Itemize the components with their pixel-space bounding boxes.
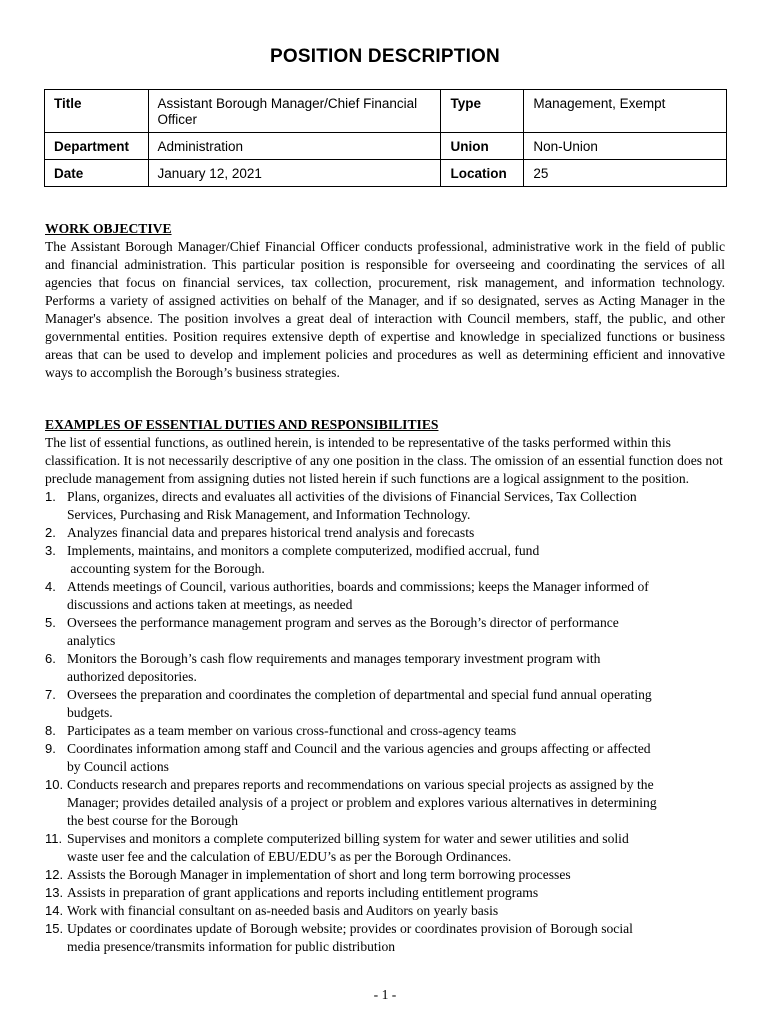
list-item-number: 3. <box>45 543 56 558</box>
duties-heading: EXAMPLES OF ESSENTIAL DUTIES AND RESPONSIBILITIES <box>45 417 439 432</box>
department-label: Department <box>45 133 149 160</box>
list-item <box>45 524 725 542</box>
list-item-line: Implements, maintains, and monitors a complete computerized, modified accrual, fund <box>67 543 540 558</box>
list-item-number: 9. <box>45 741 56 756</box>
list-item <box>45 722 725 740</box>
list-item <box>45 686 725 722</box>
list-item-line: Attends meetings of Council, various authorities, boards and commissions; keeps the Manager informed of <box>67 579 649 594</box>
list-item-line: Assists the Borough Manager in implementation of short and long term borrowing processes <box>67 867 571 882</box>
list-item-number: 12. <box>45 867 64 882</box>
work-objective-heading: WORK OBJECTIVE <box>45 221 172 236</box>
location-label: Location <box>441 160 524 187</box>
union-value: Non-Union <box>524 133 727 160</box>
list-item-number: 10. <box>45 777 64 792</box>
duties-intro: The list of essential functions, as outlined herein, is intended to be representative of the tasks performed within this classification. It is not necessarily descriptive of any one position in the class. The omission of an essential function does not preclude management from assigning duties not listed herein if such functions are a logical assignment to the position. <box>45 435 723 486</box>
list-item-number: 15. <box>45 921 64 936</box>
list-item-line: Manager; provides detailed analysis of a project or problem and explores various alternatives in determining <box>67 795 657 810</box>
list-item <box>45 578 725 614</box>
list-item <box>45 650 725 686</box>
list-item <box>45 884 725 902</box>
location-value: 25 <box>524 160 727 187</box>
title-value: Assistant Borough Manager/Chief Financial Officer <box>148 90 441 133</box>
list-item <box>45 488 725 524</box>
list-item <box>45 866 725 884</box>
document-title: POSITION DESCRIPTION <box>270 46 500 67</box>
duties-list <box>45 488 725 956</box>
duties-section <box>45 416 725 956</box>
list-item <box>45 920 725 956</box>
list-item-line: budgets. <box>67 705 113 720</box>
page-number: - 1 - <box>373 987 397 1002</box>
list-item-line: Services, Purchasing and Risk Management, and Information Technology. <box>67 507 471 522</box>
list-item <box>45 830 725 866</box>
list-item-line: Oversees the preparation and coordinates the completion of departmental and special fund annual operating <box>67 687 652 702</box>
union-label: Union <box>441 133 524 160</box>
list-item-number: 2. <box>45 525 56 540</box>
title-label: Title <box>45 90 149 133</box>
list-item-line: Conducts research and prepares reports and recommendations on various special projects as assigned by the <box>67 777 654 792</box>
list-item-number: 14. <box>45 903 64 918</box>
list-item-line: media presence/transmits information for public distribution <box>67 939 396 954</box>
date-label: Date <box>45 160 149 187</box>
list-item-line: Work with financial consultant on as-needed basis and Auditors on yearly basis <box>67 903 499 918</box>
list-item <box>45 740 725 776</box>
list-item <box>45 776 725 830</box>
list-item-line: Monitors the Borough’s cash flow requirements and manages temporary investment program with <box>67 651 601 666</box>
list-item-number: 4. <box>45 579 56 594</box>
list-item <box>45 614 725 650</box>
work-objective-section <box>45 220 725 382</box>
list-item-line: the best course for the Borough <box>67 813 239 828</box>
list-item-line: Analyzes financial data and prepares historical trend analysis and forecasts <box>67 525 475 540</box>
list-item-line: Assists in preparation of grant applications and reports including entitlement programs <box>67 885 539 900</box>
list-item-number: 13. <box>45 885 64 900</box>
table-row <box>45 133 727 160</box>
list-item-line: Participates as a team member on various cross-functional and cross-agency teams <box>67 723 517 738</box>
position-info-table <box>44 89 727 187</box>
list-item-number: 11. <box>45 831 63 846</box>
list-item-line: by Council actions <box>67 759 169 774</box>
work-objective-text: The Assistant Borough Manager/Chief Financial Officer conducts professional, administrative work in the field of public and financial administration. This particular position is responsible for overseeing and coordinating the services of all agencies that focus on financial services, tax collection, procurement, risk management, and information technology. Performs a variety of assigned activities on behalf of the Manager, and if so designated, serves as Acting Manager in the Manager's absence. The position involves a great deal of interaction with Council members, staff, the public, and other governmental entities. Position requires extensive depth of expertise and knowledge in specialized functions or business areas that can be used to develop and implement policies and procedures as well as determining efficient and innovative ways to accomplish the Borough’s business strategies. <box>45 239 725 380</box>
list-item-number: 6. <box>45 651 56 666</box>
list-item <box>45 542 725 578</box>
table-row <box>45 90 727 133</box>
list-item-number: 7. <box>45 687 56 702</box>
list-item-number: 5. <box>45 615 56 630</box>
date-value: January 12, 2021 <box>148 160 441 187</box>
list-item-line: Oversees the performance management program and serves as the Borough’s director of performance <box>67 615 619 630</box>
list-item-line: discussions and actions taken at meetings, as needed <box>67 597 353 612</box>
list-item-line: analytics <box>67 633 116 648</box>
list-item <box>45 902 725 920</box>
list-item-line: Plans, organizes, directs and evaluates all activities of the divisions of Financial Services, Tax Collection <box>67 489 637 504</box>
list-item-number: 1. <box>45 489 56 504</box>
list-item-number: 8. <box>45 723 56 738</box>
table-row <box>45 160 727 187</box>
type-value: Management, Exempt <box>524 90 727 133</box>
list-item-line: accounting system for the Borough. <box>67 561 265 576</box>
list-item-line: Supervises and monitors a complete computerized billing system for water and sewer utilities and solid <box>67 831 629 846</box>
list-item-line: Updates or coordinates update of Borough website; provides or coordinates provision of Borough social <box>67 921 633 936</box>
list-item-line: Coordinates information among staff and Council and the various agencies and groups affecting or affected <box>67 741 651 756</box>
type-label: Type <box>441 90 524 133</box>
list-item-line: authorized depositories. <box>67 669 197 684</box>
list-item-line: waste user fee and the calculation of EBU/EDU’s as per the Borough Ordinances. <box>67 849 512 864</box>
department-value: Administration <box>148 133 441 160</box>
